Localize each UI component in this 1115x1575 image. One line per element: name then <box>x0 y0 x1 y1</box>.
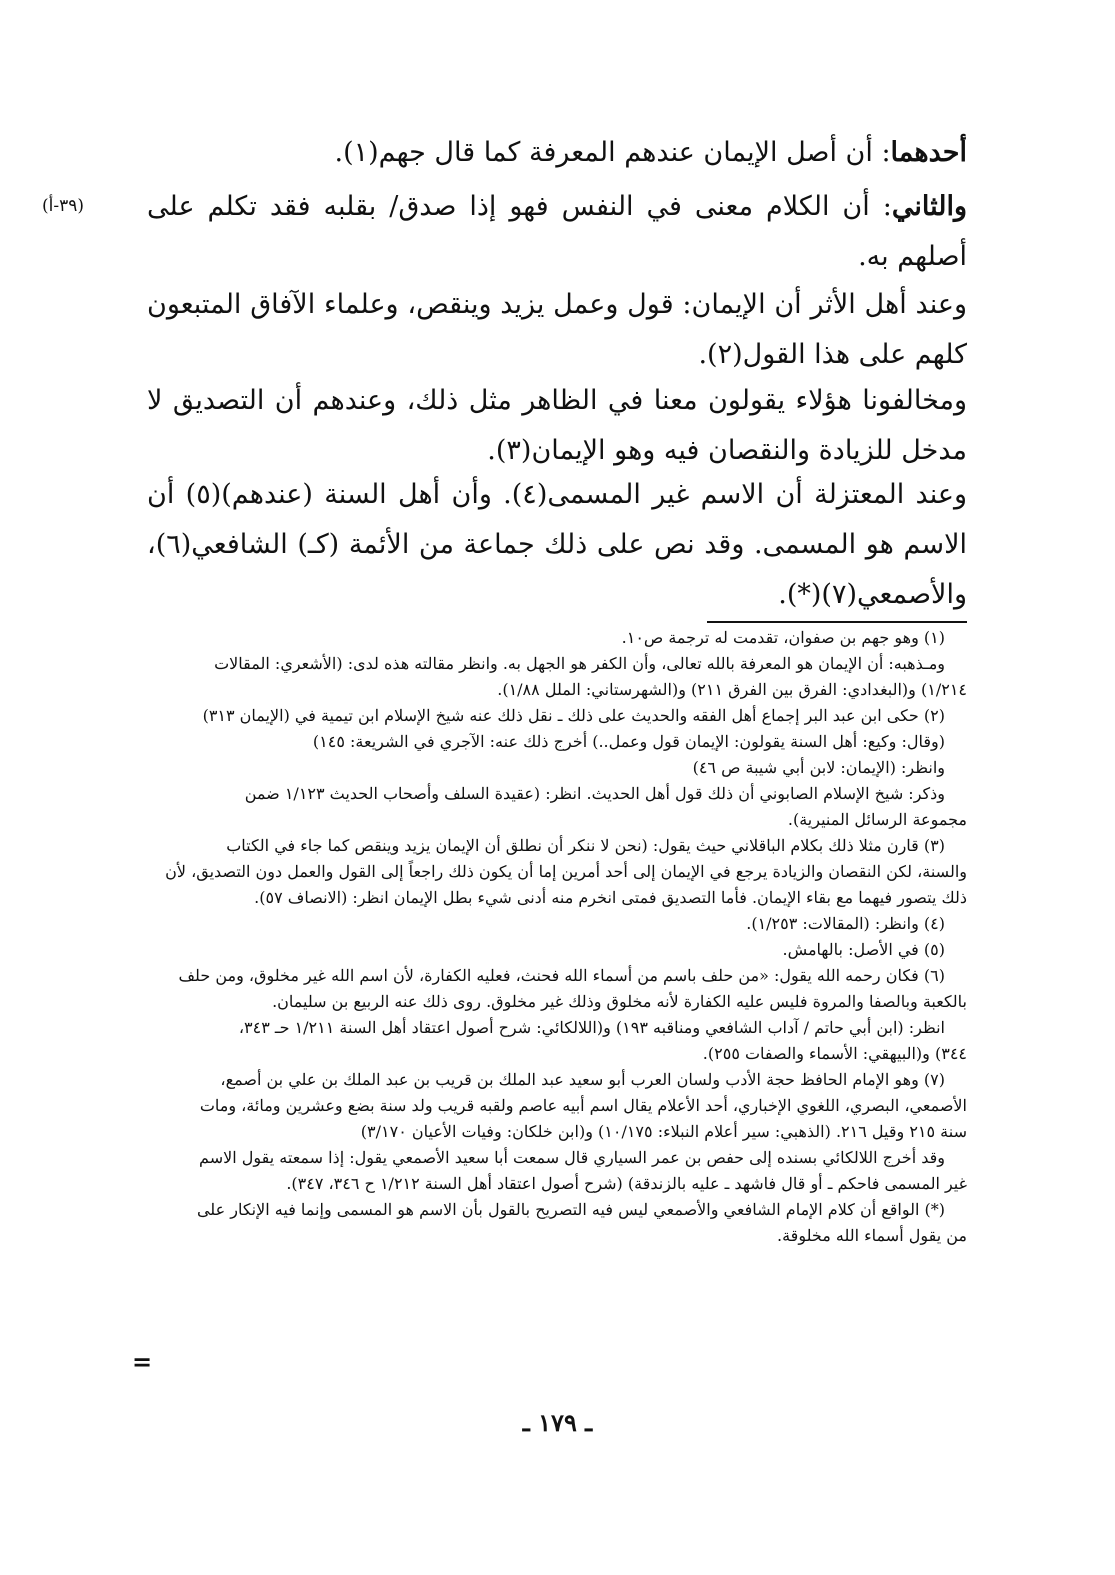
footnote-line: سنة ٢١٥ وقيل ٢١٦. (الذهبي: سير أعلام النبلاء: ١٠/١٧٥) و(ابن خلكان: وفيات الأعيان ٣/١٧٠) <box>360 1122 967 1141</box>
paragraph-second-view <box>147 182 967 282</box>
footnote-line: وانظر: (الإيمان: لابن أبي شيبة ص ٤٦) <box>692 758 945 777</box>
footnote-separator-rule <box>707 621 967 623</box>
paragraph-text: ومخالفونا هؤلاء يقولون معنا في الظاهر مثل ذلك، وعندهم أن التصديق لا مدخل للزيادة والنقصان فيه وهو الإيمان(٣). <box>147 385 967 466</box>
footnote-line: (٤) وانظر: (المقالات: ١/٢٥٣). <box>746 914 945 933</box>
paragraph-lead: والثاني <box>891 191 967 222</box>
paragraph-first-view <box>147 128 967 178</box>
paragraph-text: : أن أصل الإيمان عندهم المعرفة كما قال جهم(١). <box>334 137 891 168</box>
footnote-line: الأصمعي، البصري، اللغوي الإخباري، أحد الأعلام يقال اسم أبيه عاصم ولقبه قريب ولد سنة بضع وعشرين ومائة، ومات <box>199 1096 967 1115</box>
page-number: ـ ١٧٩ ـ <box>522 1408 593 1437</box>
margin-folio-reference: (٣٩-أ) <box>42 196 85 216</box>
footnotes-block <box>145 625 967 1249</box>
footnote-line: (٥) في الأصل: بالهامش. <box>782 940 945 959</box>
paragraph-text: : أن الكلام معنى في النفس فهو إذا صدق/ بقلبه فقد تكلم على أصلهم به. <box>147 191 967 272</box>
paragraph-text: وعند أهل الأثر أن الإيمان: قول وعمل يزيد وينقص، وعلماء الآفاق المتبعون كلهم على هذا القول(٢). <box>147 289 967 370</box>
paragraph-opponents <box>147 376 967 476</box>
footnote-line: (*) الواقع أن كلام الإمام الشافعي والأصمعي ليس فيه التصريح بالقول بأن الاسم هو المسمى وإنما فيه الإنكار على <box>196 1200 945 1219</box>
footnote-line: من يقول أسماء الله مخلوقة. <box>777 1226 967 1245</box>
footnote-line: (وقال: وكيع: أهل السنة يقولون: الإيمان قول وعمل..) أخرج ذلك عنه: الآجري في الشريعة: ١٤٥) <box>312 732 945 751</box>
footnote-line: ٣٤٤) و(البيهقي: الأسماء والصفات ٢٥٥). <box>702 1044 967 1063</box>
footnote-line: ومـذهبه: أن الإيمان هو المعرفة بالله تعالى، وأن الكفر هو الجهل به. وانظر مقالته هذه لدى: (الأشعري: المقالات <box>214 654 945 673</box>
paragraph-mutazila <box>147 470 967 620</box>
footnote-line: وذكر: شيخ الإسلام الصابوني أن ذلك قول أهل الحديث. انظر: (عقيدة السلف وأصحاب الحديث ١/١٢٣ ضمن <box>244 784 945 803</box>
footnote-line: (٦) فكان رحمه الله يقول: «من حلف باسم من أسماء الله فحنث، فعليه الكفارة، لأن اسم الله غير مخلوق، ومن حلف <box>178 966 945 985</box>
paragraph-text: وعند المعتزلة أن الاسم غير المسمى(٤). وأن أهل السنة (عندهم)(٥) أن الاسم هو المسمى. وقد نص على ذلك جماعة من الأئمة (كـ) الشافعي(٦)، والأصمعي(٧)(*). <box>147 479 967 610</box>
footnote-line: (١) وهو جهم بن صفوان، تقدمت له ترجمة ص١٠. <box>621 628 945 647</box>
footnote-line: غير المسمى فاحكم ـ أو قال فاشهد ـ عليه بالزندقة) (شرح أصول اعتقاد أهل السنة ١/٢١٢ ح ٣٤٦، ٣٤٧). <box>286 1174 967 1193</box>
paragraph-lead: أحدهما <box>890 137 967 168</box>
footnote-line: مجموعة الرسائل المنيرية). <box>787 810 967 829</box>
footnote-line: (٢) حكى ابن عبد البر إجماع أهل الفقه والحديث على ذلك ـ نقل ذلك عنه شيخ الإسلام ابن تيمية في (الإيمان ٣١٣) <box>202 706 945 725</box>
footnote-line: وقد أخرج اللالكائي بسنده إلى حفص بن عمر السياري قال سمعت أبا سعيد الأصمعي يقول: إذا سمعته يقول الاسم <box>199 1148 945 1167</box>
footnote-line: (٧) وهو الإمام الحافظ حجة الأدب ولسان العرب أبو سعيد عبد الملك بن قريب بن عبد الملك بن علي بن أصمع، <box>220 1070 945 1089</box>
footnote-line: والسنة، لكن النقصان والزيادة يرجع في الإيمان إلى أحد أمرين إما أن يكون ذلك راجعاً إلى القول والعمل دون التصديق، لأن <box>165 862 967 881</box>
continuation-mark: = <box>132 1347 153 1376</box>
footnote-line: (٣) قارن مثلا ذلك بكلام الباقلاني حيث يقول: (نحن لا ننكر أن نطلق أن الإيمان يزيد وينقص كما جاء في الكتاب <box>226 836 945 855</box>
paragraph-ahl-al-athar <box>147 280 967 380</box>
footnote-line: ذلك يتصور فيهما مع بقاء الإيمان. فأما التصديق فمتى انخرم منه أدنى شيء بطل الإيمان انظر: (الانصاف ٥٧). <box>254 888 967 907</box>
footnote-line: ١/٢١٤) و(البغدادي: الفرق بين الفرق ٢١١) و(الشهرستاني: الملل ١/٨٨). <box>497 680 967 699</box>
footnote-line: انظر: (ابن أبي حاتم / آداب الشافعي ومناقبه ١٩٣) و(اللالكائي: شرح أصول اعتقاد أهل السنة ١/٢١١ حـ ٣٤٣، <box>238 1018 945 1037</box>
footnote-line: بالكعبة وبالصفا والمروة فليس عليه الكفارة لأنه مخلوق وذلك غير مخلوق. روى ذلك عنه الربيع بن سليمان. <box>272 992 967 1011</box>
